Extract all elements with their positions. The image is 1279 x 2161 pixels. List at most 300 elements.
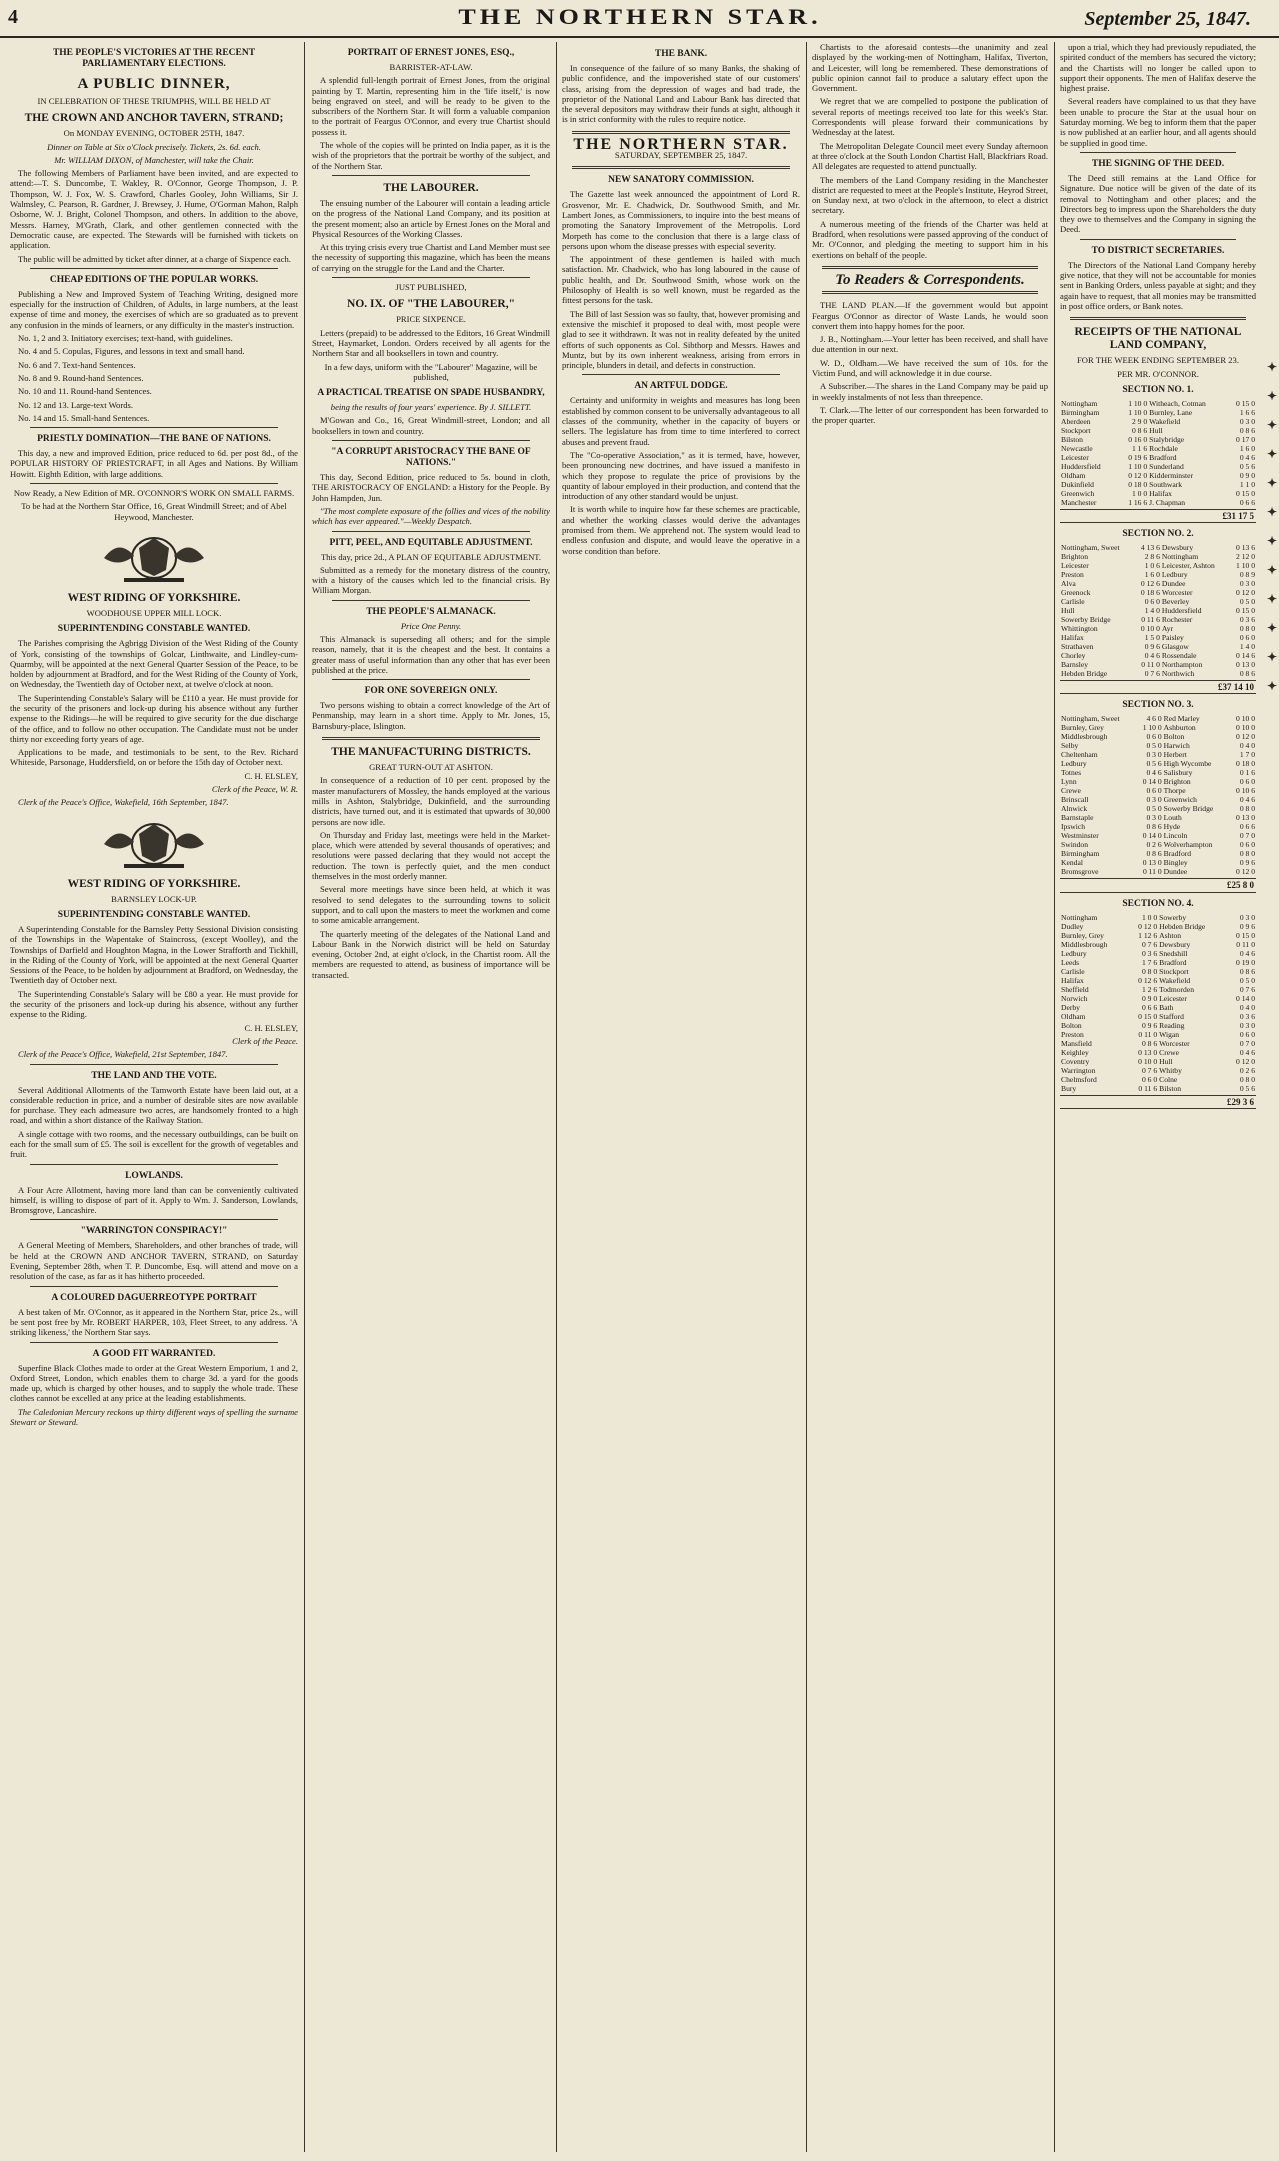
receipt-place: Wigan [1159, 1029, 1180, 1039]
receipt-place: Burnley, Lane [1149, 407, 1193, 417]
section-total: £29 3 6 [1060, 1095, 1256, 1109]
receipt-place: Colne [1159, 1074, 1178, 1084]
separator [1080, 152, 1236, 153]
receipt-amount: 0 5 6 [1239, 461, 1255, 471]
receipt-place: Southwark [1149, 479, 1183, 489]
table-row [1060, 1048, 1256, 1057]
issue-date: September 25, 1847. [1084, 8, 1251, 30]
west-riding-sub: BARNSLEY LOCK-UP. [111, 893, 197, 904]
receipt-place: Ashburton [1163, 723, 1196, 733]
receipt-place: Ayr [1161, 624, 1174, 634]
signatory-title: Clerk of the Peace, W. R. [211, 784, 298, 795]
copybook-body: Publishing a New and Improved System of Teaching Writing, designed more especially for the instruction of Children, of Adults, in large numbers, at the least expense of time and money, the exercises of which are so graduated as to prevent any confusion in the minds of learners, or any difficulty in the master's instruction. [10, 288, 298, 330]
coat-of-arms-woodcut [59, 814, 249, 872]
receipt-place: Keighley [1061, 1047, 1089, 1057]
receipt-place: Leicester [1061, 561, 1089, 571]
receipt-place: Halifax [1149, 488, 1172, 498]
receipt-place: Alnwick [1061, 804, 1088, 814]
table-row [1060, 489, 1256, 498]
constable-body: A Superintending Constable for the Barnsley Petty Sessional Division consisting of the Townships in the Wapentake of Staincross, (except Woolley), and the Townships of Darfield and Houghton Magna, in the Lower Strafforth and Tickhill, in the Riding of the County of York, will be appointed at the next General Quarter Sessions of the Peace, to be holden by adjournment at Bradford, on Wednesday, the Twentieth day of October next. [10, 923, 298, 986]
manufacturing-body: On Thursday and Friday last, meetings were held in the Market-place, which were attended by several thousands of operatives; and resolutions were passed declaring that they would not accept the reduction. The town is perfectly quiet, and the men conduct themselves in the most orderly manner. [312, 829, 550, 882]
table-row [1060, 940, 1256, 949]
manufacturing-sub: GREAT TURN-OUT AT ASHTON. [369, 762, 493, 773]
receipt-place: Bilston [1159, 1083, 1182, 1093]
good-fit-body: Superfine Black Clothes made to order at the Great Western Emporium, 1 and 2, Oxford Street, London, which enables them to charge 3d. a yard for the goods made up, which is charged by other houses, and to supply the whole trade. These clothes cannot be excelled at any price at the leading establishments. [10, 1362, 298, 1404]
receipt-amount: 0 16 0 [1128, 434, 1148, 444]
leader-continued: A numerous meeting of the friends of the Charter was held at Bradford, when resolutions were passed approving of the conduct of Mr. O'Connor, and pledging the meeting to support him in his exertions on behalf of the people. [812, 218, 1048, 260]
receipt-place: J. Chapman [1149, 497, 1186, 507]
west-riding-heading: WEST RIDING OF YORKSHIRE. [67, 591, 241, 604]
receipt-place: Leeds [1061, 957, 1080, 967]
receipt-amount: 0 6 6 [1141, 1002, 1158, 1012]
receipt-amount: 0 6 0 [1239, 840, 1255, 850]
receipt-place: Sowerby Bridge [1061, 615, 1111, 625]
labourer-pub-body: Letters (prepaid) to be addressed to the Editors, 16 Great Windmill Street, Haymarket, London. Orders received by all agents for the Northern Star and all booksellers in town and country. [312, 327, 550, 359]
receipt-amount: 0 11 0 [1138, 1029, 1158, 1039]
receipt-place: Burnley, Grey [1061, 930, 1104, 940]
receipts-table [1060, 714, 1256, 876]
separator [30, 483, 278, 484]
receipt-place: Crewe [1159, 1047, 1179, 1057]
column-4 [812, 42, 1048, 2142]
receipt-amount: 0 8 9 [1239, 570, 1255, 580]
receipt-place: Derby [1061, 1002, 1080, 1012]
double-separator [822, 291, 1038, 294]
receipt-place: Nottingham [1161, 552, 1199, 562]
receipts-table [1060, 913, 1256, 1093]
receipt-place: Paisley [1161, 633, 1184, 643]
receipts-sub: FOR THE WEEK ENDING SEPTEMBER 23. [1076, 355, 1239, 366]
receipt-amount: 0 13 0 [1236, 660, 1255, 670]
receipt-amount: 0 5 0 [1239, 975, 1255, 985]
receipt-place: Leicester [1159, 993, 1187, 1003]
labourer-price: PRICE SIXPENCE. [396, 314, 466, 325]
signatory: C. H. ELSLEY, [244, 770, 298, 781]
receipt-place: Sowerby Bridge [1163, 804, 1214, 814]
table-row [1060, 633, 1256, 642]
receipt-place: Bath [1159, 1002, 1174, 1012]
aristocracy-body: "The most complete exposure of the follies and vices of the nobility which has ever appeared."—Weekly Despatch. [312, 505, 550, 527]
daguerreotype-heading: A COLOURED DAGUERREOTYPE PORTRAIT [51, 1292, 257, 1303]
receipt-amount: 1 0 6 [1144, 561, 1160, 571]
receipt-amount: 0 7 6 [1141, 1065, 1158, 1075]
receipt-amount: 0 3 0 [1146, 795, 1162, 805]
spade-body: M'Gowan and Co., 16, Great Windmill-street, London; and all booksellers in town and country. [312, 415, 550, 436]
portrait-body: The whole of the copies will be printed on India paper, as it is the wish of the proprietors that the portrait be worthy of the subject, and of the Northern Star. [312, 140, 550, 171]
receipt-place: Greenock [1061, 588, 1091, 598]
dinner-venue: THE CROWN AND ANCHOR TAVERN, STRAND; [24, 112, 284, 125]
receipt-amount: 0 9 0 [1141, 993, 1158, 1003]
receipt-amount: 1 10 0 [1128, 407, 1148, 417]
receipt-place: Bradford [1163, 849, 1192, 859]
table-row [1060, 786, 1256, 795]
receipt-place: Louth [1163, 813, 1182, 823]
receipt-place: Bromsgrove [1061, 867, 1099, 877]
separator [332, 531, 530, 532]
artful-dodge-body: Certainty and uniformity in weights and measures has long been established by common consent to be universally advantageous to all classes of the community, whether in the capacity of buyers or sellers. The legislature has from time to time interfered to correct abuses and prevent fraud. [562, 395, 800, 447]
leader-continued: upon a trial, which they had previously repudiated, the spirited conduct of the members has secured the victory; and the Chartists will no longer be called upon to support their opponents. The men of Halifax deserve the highest praise. [1060, 42, 1256, 94]
receipt-amount: 0 4 6 [1239, 795, 1255, 805]
receipt-amount: 0 10 0 [1140, 624, 1160, 634]
receipt-amount: 0 7 6 [1144, 669, 1160, 679]
aristocracy-body: This day, Second Edition, price reduced to 5s. bound in cloth, THE ARISTOCRACY OF ENGLAND: a History for the People. By John Hampden, Jun. [312, 472, 550, 503]
sanatory-body: The appointment of these gentlemen is hailed with much satisfaction. Mr. Chadwick, who has long laboured in the cause of public health, and Dr. Southwood Smith, whose work on the Philosophy of Health is so well known, must be regarded as the fittest persons for the task. [562, 254, 800, 306]
receipt-amount: 0 12 0 [1236, 1056, 1255, 1066]
table-row [1060, 840, 1256, 849]
receipt-amount: 0 3 0 [1146, 813, 1162, 823]
receipt-amount: 1 7 0 [1239, 750, 1255, 760]
receipt-amount: 0 4 6 [1239, 452, 1255, 462]
receipt-amount: 0 12 6 [1140, 579, 1160, 589]
readers-heading: To Readers & Correspondents. [835, 271, 1025, 288]
receipt-amount: 0 7 0 [1239, 831, 1255, 841]
column-rule [806, 42, 807, 2152]
manufacturing-body: In consequence of a reduction of 10 per cent. proposed by the master manufacturers of Mossley, the hands employed at the various mills in Ashton, Stalybridge, Dukinfield, and the surrounding districts, have turned out, and it is estimated that upwards of 30,000 persons are now idle. [312, 775, 550, 827]
receipt-amount: 0 8 6 [1141, 1038, 1158, 1048]
notice-date: Clerk of the Peace's Office, Wakefield, 21st September, 1847. [18, 1049, 228, 1060]
receipt-amount: 1 1 6 [1131, 443, 1148, 453]
star-title: THE NORTHERN STAR. [573, 135, 789, 153]
table-row [1060, 985, 1256, 994]
receipt-place: Ipswich [1061, 822, 1086, 832]
receipt-place: Salisbury [1163, 768, 1193, 778]
receipt-place: Ledbury [1061, 759, 1087, 769]
receipt-place: Nottingham [1061, 398, 1098, 408]
receipts-heading: RECEIPTS OF THE NATIONAL LAND COMPANY, [1074, 326, 1242, 352]
receipt-amount: 1 6 0 [1239, 443, 1255, 453]
land-vote-body: A single cottage with two rooms, and the necessary outbuildings, can be built on each for the small sum of £5. The soil is excellent for the growth of vegetables and fruit. [10, 1128, 298, 1160]
receipt-place: Middlesbrough [1061, 732, 1108, 742]
receipt-amount: 0 8 6 [1239, 966, 1255, 976]
table-row [1060, 958, 1256, 967]
receipt-amount: 0 9 0 [1239, 470, 1255, 480]
receipt-amount: 2 9 0 [1131, 416, 1148, 426]
section-heading: SECTION NO. 1. [1122, 384, 1194, 395]
constable-body: Applications to be made, and testimonials to be sent, to the Rev. Richard Whiteside, Parsonage, Huddersfield, on or before the 15th day of October next. [10, 747, 298, 768]
labourer-pub-note: In a few days, uniform with the "Labourer" Magazine, will be published, [324, 361, 538, 382]
deed-body: The Deed still remains at the Land Office for Signature. Due notice will be given of the date of its removal to Nottingham and other places; and the Directors beg to impress upon the Shareholders the duty they owe to themselves and the Company in signing the Deed. [1060, 172, 1256, 235]
receipt-place: Wakefield [1149, 416, 1181, 426]
receipt-place: Greenwich [1163, 795, 1197, 805]
sanatory-body: The Bill of last Session was so faulty, that, however promising and extensive the mischief it proposed to deal with, most people were glad to see it withdrawn. It was not in reality defeated by the united efforts of such opponents as Col. Sibthorp and Messrs. Hawes and Muntz, but by its own inherent weakness, arising from errors in principle, blunders in detail, and defects in construction. [562, 308, 800, 371]
receipt-place: Preston [1061, 570, 1084, 580]
separator [332, 679, 530, 680]
dinner-kicker: THE PEOPLE'S VICTORIES AT THE RECENT PARLIAMENTARY ELECTIONS. [52, 48, 256, 69]
receipt-amount: 0 14 0 [1142, 777, 1162, 787]
dinner-body: The following Members of Parliament have been invited, and are expected to attend:—T. S. Duncombe, T. Wakley, R. O'Connor, George Thompson, J. P. Thompson, W. J. Fox, W. S. Crawford, Charles Gooley, John Williams, Sir J. Walmsley, C. Pearson, R. Gardner, J. Brewsey, J. Hume, O'Gorman Mahon, Ralph Osborne, W. J. Bright, Colonel Thompson, and others. In addition to the above, Messrs. Harney, M'Grath, Clark, and other gentlemen connected with the Democratic cause, are expected. The Stewards will be furnished with tickets on application. [10, 168, 298, 251]
receipt-place: Northampton [1161, 660, 1203, 670]
table-row [1060, 795, 1256, 804]
receipt-amount: 0 8 0 [1239, 1074, 1255, 1084]
table-row [1060, 913, 1256, 922]
pitt-peel-heading: PITT, PEEL, AND EQUITABLE ADJUSTMENT. [329, 537, 533, 548]
table-row [1060, 822, 1256, 831]
correspondent-note: J. B., Nottingham.—Your letter has been received, and shall have due attention in our next. [812, 334, 1048, 355]
receipt-place: Newcastle [1061, 443, 1093, 453]
priestcraft-body: This day, a new and improved Edition, price reduced to 6d. per post 8d., of the POPULAR HISTORY OF PRIESTCRAFT, in all Ages and Nations. By William Howitt. Eighth Edition, with large additions. [10, 448, 298, 479]
receipt-amount: 0 5 6 [1146, 759, 1162, 769]
table-row [1060, 435, 1256, 444]
receipt-amount: 0 19 0 [1236, 957, 1255, 967]
table-row [1060, 606, 1256, 615]
receipt-amount: 0 11 0 [1236, 939, 1255, 949]
constable-heading: SUPERINTENDING CONSTABLE WANTED. [57, 909, 251, 920]
copybook-item: No. 6 and 7. Text-hand Sentences. [18, 359, 136, 370]
table-row [1060, 498, 1256, 507]
receipt-place: Carlisle [1061, 966, 1085, 976]
table-row [1060, 849, 1256, 858]
leader-continued: Several readers have complained to us that they have been unable to procure the Star at the usual hour on Saturday morning. We beg to inform them that the paper is now published at an earlier hour, and all agents should be supplied in good time. [1060, 96, 1256, 148]
dinner-sub: IN CELEBRATION OF THESE TRIUMPHS, WILL BE HELD AT [37, 96, 271, 106]
pitt-peel-sub: This day, price 2d., A PLAN OF EQUITABLE ADJUSTMENT. [320, 551, 542, 562]
receipt-place: Hull [1159, 1056, 1173, 1066]
receipt-place: Norwich [1061, 993, 1088, 1003]
receipt-amount: 0 7 6 [1239, 984, 1255, 994]
receipt-place: Rochester [1161, 615, 1193, 625]
receipt-place: Brinscall [1061, 795, 1089, 805]
portrait-sub: BARRISTER-AT-LAW. [389, 62, 473, 72]
table-row [1060, 976, 1256, 985]
receipt-amount: 0 12 0 [1128, 470, 1148, 480]
receipt-place: Middlesbrough [1061, 939, 1108, 949]
receipt-amount: 0 14 0 [1236, 993, 1255, 1003]
receipt-amount: 0 6 6 [1239, 822, 1255, 832]
section-total: £31 17 5 [1060, 509, 1256, 523]
table-row [1060, 750, 1256, 759]
good-fit-heading: A GOOD FIT WARRANTED. [92, 1348, 216, 1359]
receipt-amount: 0 15 0 [1236, 930, 1255, 940]
receipt-amount: 0 15 0 [1236, 398, 1255, 408]
receipt-place: Hull [1149, 425, 1163, 435]
receipt-place: Swindon [1061, 840, 1089, 850]
table-row [1060, 642, 1256, 651]
receipt-amount: 0 18 6 [1140, 588, 1160, 598]
receipt-amount: 0 14 6 [1236, 651, 1255, 661]
table-row [1060, 426, 1256, 435]
receipt-amount: 0 6 0 [1239, 777, 1255, 787]
receipt-place: Chelmsford [1061, 1074, 1097, 1084]
receipt-place: Whittington [1061, 624, 1098, 634]
receipt-place: Brighton [1163, 777, 1191, 787]
district-secretaries-heading: TO DISTRICT SECRETARIES. [1091, 245, 1225, 256]
receipt-place: Witheach, Cotman [1149, 398, 1206, 408]
receipt-amount: 0 11 6 [1138, 1083, 1158, 1093]
double-separator [322, 737, 540, 740]
receipt-place: Snedshill [1159, 948, 1188, 958]
receipt-amount: 2 12 0 [1236, 552, 1255, 562]
receipt-amount: 0 11 6 [1141, 615, 1160, 625]
receipt-amount: 0 8 0 [1141, 966, 1158, 976]
oconnor-sub: To be had at the Northern Star Office, 16, Great Windmill Street; and of Abel Heywood, Manchester. [21, 501, 287, 522]
receipt-amount: 0 11 0 [1141, 660, 1160, 670]
receipt-amount: 0 8 6 [1131, 425, 1148, 435]
table-row [1060, 561, 1256, 570]
table-row [1060, 597, 1256, 606]
receipt-place: Nottingham, Sweet [1061, 543, 1120, 553]
receipt-amount: 0 9 6 [1239, 921, 1255, 931]
receipt-amount: 0 4 6 [1239, 948, 1255, 958]
receipt-amount: 0 9 6 [1141, 1020, 1158, 1030]
receipt-place: Hull [1061, 606, 1075, 616]
receipt-amount: 1 2 6 [1141, 984, 1158, 994]
receipt-place: Wolverhampton [1163, 840, 1213, 850]
west-riding-sub: WOODHOUSE UPPER MILL LOCK. [86, 607, 222, 618]
page-number: 4 [8, 6, 18, 28]
receipt-place: Kidderminster [1149, 470, 1194, 480]
receipt-place: Lincoln [1163, 831, 1188, 841]
receipt-place: Warrington [1061, 1065, 1096, 1075]
receipt-place: Oldham [1061, 470, 1086, 480]
daguerreotype-body: A best taken of Mr. O'Connor, as it appeared in the Northern Star, price 2s., will be sent post free by Mr. ROBERT HARPER, 103, Fleet Street, to any address. 'A striking likeness,' the Northern Star says. [10, 1306, 298, 1338]
receipt-amount: 0 4 6 [1239, 1047, 1255, 1057]
table-row [1060, 471, 1256, 480]
section-heading: SECTION NO. 4. [1122, 898, 1194, 909]
spade-sub: being the results of four years' experience. By J. SILLETT. [330, 402, 532, 413]
receipt-amount: 0 18 0 [1236, 759, 1255, 769]
receipt-amount: 0 3 0 [1239, 416, 1255, 426]
receipt-place: Worcester [1159, 1038, 1190, 1048]
receipt-amount: 0 4 6 [1144, 651, 1160, 661]
receipt-amount: 0 1 6 [1239, 768, 1255, 778]
just-published: JUST PUBLISHED, [395, 282, 467, 293]
table-row [1060, 480, 1256, 489]
receipt-amount: 0 6 0 [1141, 1074, 1158, 1084]
separator [332, 175, 530, 176]
table-row [1060, 858, 1256, 867]
receipt-amount: 0 12 6 [1138, 975, 1158, 985]
receipt-place: Stockport [1061, 425, 1091, 435]
receipt-amount: 0 3 0 [1239, 1020, 1255, 1030]
signatory-title: Clerk of the Peace. [232, 1035, 298, 1046]
receipt-amount: 0 7 6 [1141, 939, 1158, 949]
receipt-amount: 0 15 0 [1236, 488, 1255, 498]
receipt-place: Chorley [1061, 651, 1086, 661]
pitt-peel-body: Submitted as a remedy for the monetary distress of the country, with a history of the causes which led to the financial crisis. By William Morgan. [312, 564, 550, 596]
table-row [1060, 1057, 1256, 1066]
receipt-amount: 0 4 0 [1239, 741, 1255, 751]
copybook-item: No. 14 and 15. Small-hand Sentences. [18, 412, 150, 423]
table-row [1060, 1030, 1256, 1039]
receipt-place: Birmingham [1061, 849, 1100, 859]
receipt-place: Aberdeen [1061, 416, 1091, 426]
receipt-place: Bradford [1149, 452, 1177, 462]
masthead [0, 0, 1279, 38]
receipt-place: Preston [1061, 1029, 1084, 1039]
receipt-amount: 0 19 6 [1128, 452, 1148, 462]
column-5 [1060, 42, 1256, 2142]
receipt-amount: 0 12 0 [1138, 921, 1158, 931]
lowlands-body: A Four Acre Allotment, having more land than can be conveniently cultivated himself, is willing to dispose of part of it. Apply to Wm. J. Sanderson, Lowlands, Bromsgrove, Lancashire. [10, 1184, 298, 1216]
west-riding-heading: WEST RIDING OF YORKSHIRE. [67, 877, 241, 890]
column-rule [556, 42, 557, 2152]
table-row [1060, 444, 1256, 453]
receipt-amount: 0 3 0 [1146, 750, 1162, 760]
labourer-body: At this trying crisis every true Chartist and Land Member must see the necessity of supporting this magazine, which has been the means of carrying on the struggle for the Land and the Charter. [312, 242, 550, 273]
table-row [1060, 949, 1256, 958]
receipt-place: Glasgow [1161, 642, 1189, 652]
receipt-amount: 1 1 0 [1239, 479, 1255, 489]
dinner-time: Dinner on Table at Six o'Clock precisely. Tickets, 2s. 6d. each. [47, 141, 261, 152]
receipt-amount: 0 3 6 [1239, 1011, 1255, 1021]
receipt-place: Greenwich [1061, 488, 1095, 498]
receipt-amount: 0 2 6 [1146, 840, 1162, 850]
section-heading: SECTION NO. 3. [1122, 700, 1194, 711]
receipt-place: Sowerby [1159, 912, 1187, 922]
receipt-place: Bolton [1061, 1020, 1082, 1030]
table-row [1060, 579, 1256, 588]
sovereign-body: Two persons wishing to obtain a correct knowledge of the Art of Penmanship, may learn in a short time. Apply to Mr. Jones, 15, Barnsbury-place, Islington. [312, 700, 550, 731]
receipt-place: Stockport [1159, 966, 1189, 976]
receipt-place: Bolton [1163, 732, 1185, 742]
receipt-amount: 0 10 0 [1236, 714, 1255, 724]
receipt-place: Ledbury [1061, 948, 1087, 958]
table-row [1060, 967, 1256, 976]
receipt-amount: 0 5 0 [1239, 597, 1255, 607]
receipt-place: Wakefield [1159, 975, 1191, 985]
receipt-place: Huddersfield [1061, 461, 1101, 471]
correspondent-note: W. D., Oldham.—We have received the sum of 10s. for the Victim Fund, and will acknowledge it in due course. [812, 357, 1048, 379]
correspondent-note: A Subscriber.—The shares in the Land Company may be paid up in weekly instalments of not less than threepence. [812, 381, 1048, 402]
correspondent-note: THE LAND PLAN.—If the government would but appoint Feargus O'Connor as director of Waste Lands, he would soon convert them into happy homes for the poor. [812, 300, 1048, 331]
receipt-amount: 0 8 6 [1239, 669, 1255, 679]
table-row [1060, 714, 1256, 723]
table-row [1060, 1012, 1256, 1021]
receipt-amount: 0 12 0 [1236, 588, 1255, 598]
double-separator [1070, 317, 1246, 320]
table-row [1060, 804, 1256, 813]
deed-heading: THE SIGNING OF THE DEED. [1091, 158, 1225, 169]
table-row [1060, 1084, 1256, 1093]
dinner-chair: Mr. WILLIAM DIXON, of Manchester, will take the Chair. [54, 154, 254, 165]
table-row [1060, 723, 1256, 732]
receipt-place: Hebden Bridge [1061, 669, 1108, 679]
receipt-place: Nottingham, Sweet [1061, 714, 1120, 724]
receipt-amount: 0 6 6 [1239, 497, 1255, 507]
bank-body: In consequence of the failure of so many Banks, the shaking of public confidence, and the impoverished state of our customers' class, arising from the depression of wages and bad trade, the proprietor of the National Land and Labour Bank has directed that the several depositors may withdraw their funds at sight, although it is in strict conformity with the rules to require notice. [562, 63, 800, 125]
receipt-place: Totnes [1061, 768, 1082, 778]
separator [332, 440, 530, 441]
copybook-item: No. 4 and 5. Copulas, Figures, and lessons in text and small hand. [18, 346, 245, 357]
receipt-place: Ashton [1159, 930, 1182, 940]
table-row [1060, 813, 1256, 822]
receipt-amount: 0 6 0 [1144, 597, 1160, 607]
margin-ornament: ✦ ✦ ✦ ✦ ✦ ✦ ✦ ✦ ✦ ✦ ✦ ✦ [1265, 360, 1279, 699]
receipt-place: Cheltenham [1061, 750, 1098, 760]
receipt-place: Todmorden [1159, 984, 1195, 994]
receipts-sections [1060, 385, 1256, 1109]
receipt-amount: 0 13 0 [1142, 858, 1162, 868]
receipt-place: Barnsley [1061, 660, 1088, 670]
receipt-amount: 1 10 0 [1236, 561, 1255, 571]
receipt-place: Stalybridge [1149, 434, 1185, 444]
constable-heading: SUPERINTENDING CONSTABLE WANTED. [57, 624, 251, 635]
manufacturing-body: Several more meetings have since been held, at which it was resolved to send delegates to the surrounding towns to solicit support, and to call upon the masters to meet the workmen and come to some amicable arrangement. [312, 884, 550, 926]
receipt-place: Bingley [1163, 858, 1188, 868]
double-separator [822, 266, 1038, 269]
receipt-place: Hyde [1163, 822, 1181, 832]
table-row [1060, 732, 1256, 741]
table-row [1060, 759, 1256, 768]
receipt-place: Ledbury [1161, 570, 1188, 580]
separator [30, 1164, 278, 1165]
receipt-place: Westminster [1061, 831, 1099, 841]
separator [582, 374, 780, 375]
constable-body: The Superintending Constable's Salary will be £80 a year. He must provide for the security of the prisoners and lock-up during his absence, without any further expense to the Riding. [10, 988, 298, 1020]
almanack-sub: Price One Penny. [400, 620, 462, 631]
table-row [1060, 408, 1256, 417]
table-row [1060, 660, 1256, 669]
receipt-amount: 1 12 6 [1138, 930, 1158, 940]
